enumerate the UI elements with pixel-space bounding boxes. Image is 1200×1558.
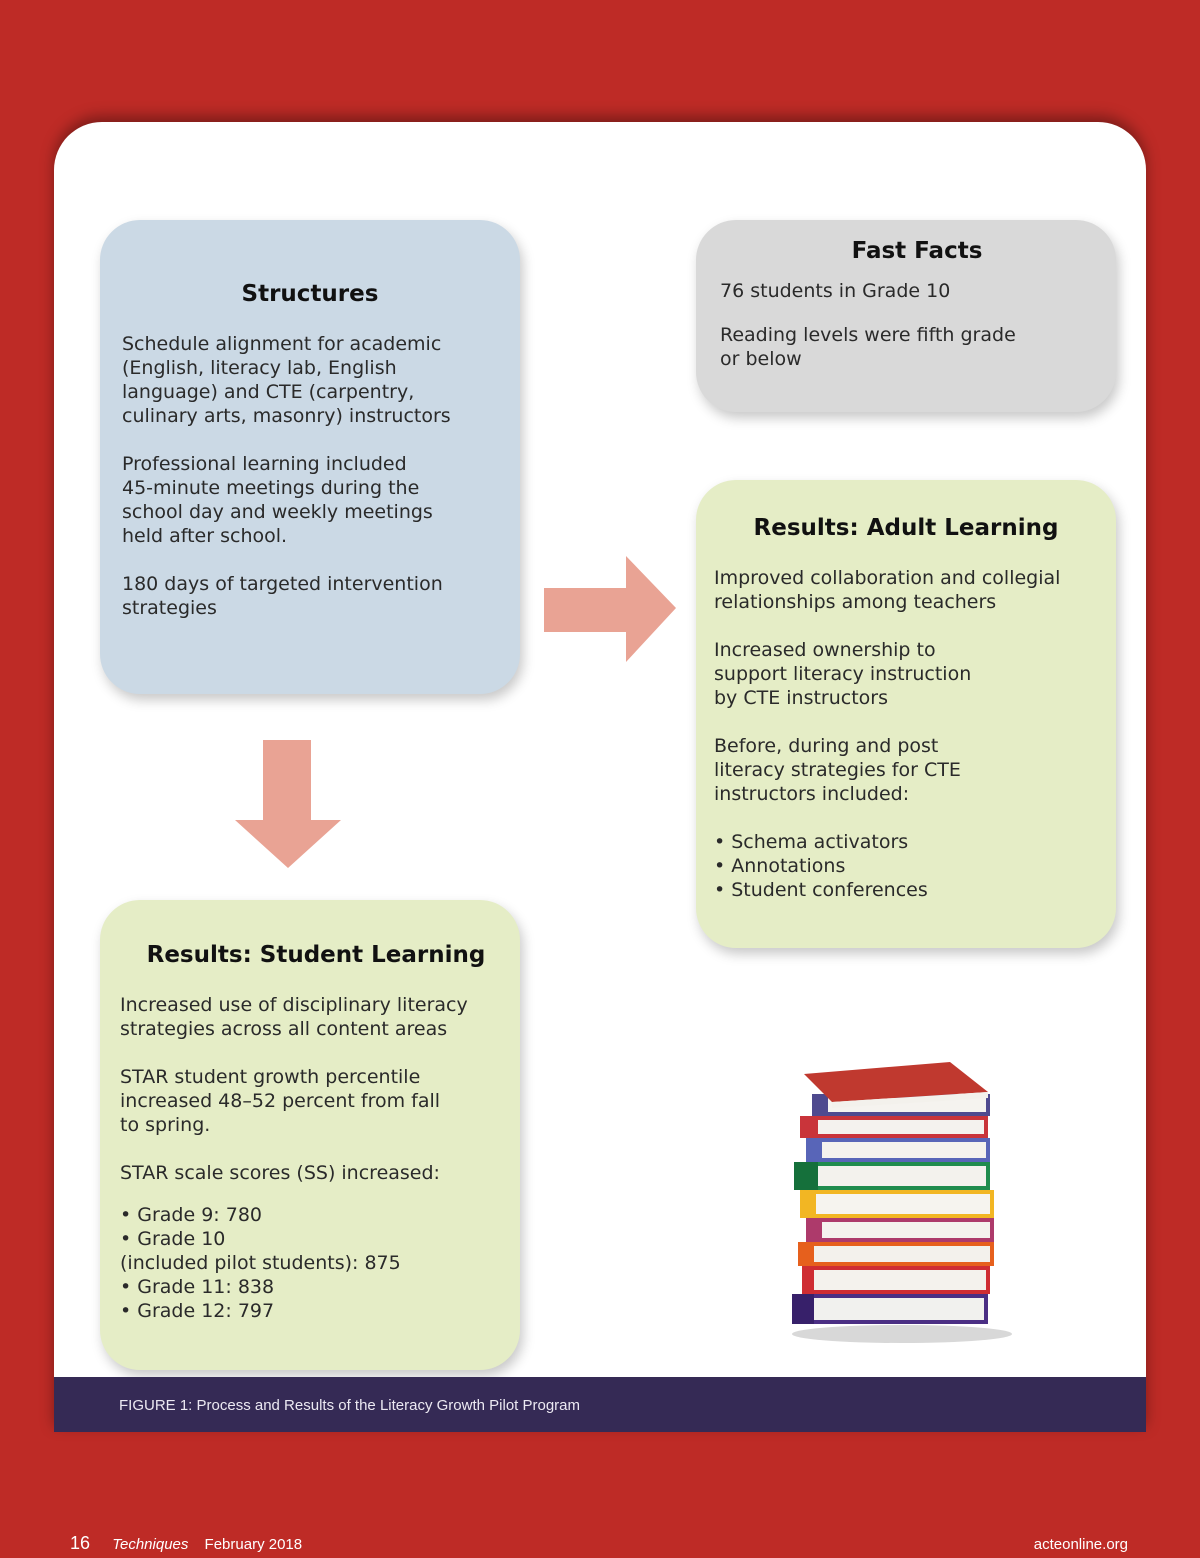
book-stack-icon <box>774 1058 1014 1348</box>
structures-paragraph: Schedule alignment for academic (English, literacy lab, English language) and CTE (carpentry, culinary arts, masonry) instructors <box>122 333 451 427</box>
website-link[interactable]: acteonline.org <box>1033 1536 1128 1553</box>
adult-learning-title: Results: Adult Learning <box>753 515 1059 541</box>
student-learning-list <box>120 1203 500 1323</box>
adult-learning-paragraph: Increased ownership to support literacy instruction by CTE instructors <box>714 639 972 709</box>
adult-learning-bullet: • Student conferences <box>714 879 928 901</box>
structures-box <box>100 220 520 694</box>
caption-bar <box>54 1377 1146 1432</box>
fast-facts-box <box>696 220 1116 412</box>
adult-learning-list <box>714 830 1098 902</box>
magazine-name: Techniques <box>112 1536 189 1553</box>
student-learning-bullet: • Grade 11: 838 <box>120 1276 275 1298</box>
footer-left <box>70 1533 302 1554</box>
structures-title: Structures <box>241 281 379 307</box>
student-learning-box <box>100 900 520 1370</box>
arrow-down-icon <box>233 740 345 872</box>
adult-learning-paragraph: Improved collaboration and collegial relationships among teachers <box>714 567 1061 613</box>
adult-learning-box <box>696 480 1116 948</box>
student-learning-paragraph: Increased use of disciplinary literacy strategies across all content areas <box>120 994 468 1040</box>
fast-facts-title: Fast Facts <box>851 238 983 264</box>
adult-learning-paragraph: Before, during and post literacy strategies for CTE instructors included: <box>714 735 961 805</box>
fast-fact-item: 76 students in Grade 10 <box>720 280 951 302</box>
student-learning-bullet: • Grade 12: 797 <box>120 1300 275 1322</box>
structures-paragraph: 180 days of targeted intervention strategies <box>122 573 443 619</box>
figure-panel <box>54 122 1146 1432</box>
adult-learning-bullet: • Annotations <box>714 855 846 877</box>
student-learning-bullet: • Grade 9: 780 <box>120 1204 263 1226</box>
page-number: 16 <box>70 1533 91 1553</box>
structures-paragraph: Professional learning included 45-minute meetings during the school day and weekly meetings held after school. <box>122 453 433 547</box>
student-learning-paragraph: STAR scale scores (SS) increased: <box>120 1162 440 1184</box>
student-learning-title: Results: Student Learning <box>146 942 486 968</box>
student-learning-bullet: • Grade 10 (included pilot students): 875 <box>120 1228 401 1274</box>
figure-caption: FIGURE 1: Process and Results of the Literacy Growth Pilot Program <box>119 1397 581 1414</box>
fast-fact-item: Reading levels were fifth grade or below <box>720 324 1016 370</box>
adult-learning-bullet: • Schema activators <box>714 831 909 853</box>
issue-date: February 2018 <box>204 1536 303 1553</box>
student-learning-paragraph: STAR student growth percentile increased 48–52 percent from fall to spring. <box>120 1066 441 1136</box>
arrow-right-icon <box>544 556 684 666</box>
